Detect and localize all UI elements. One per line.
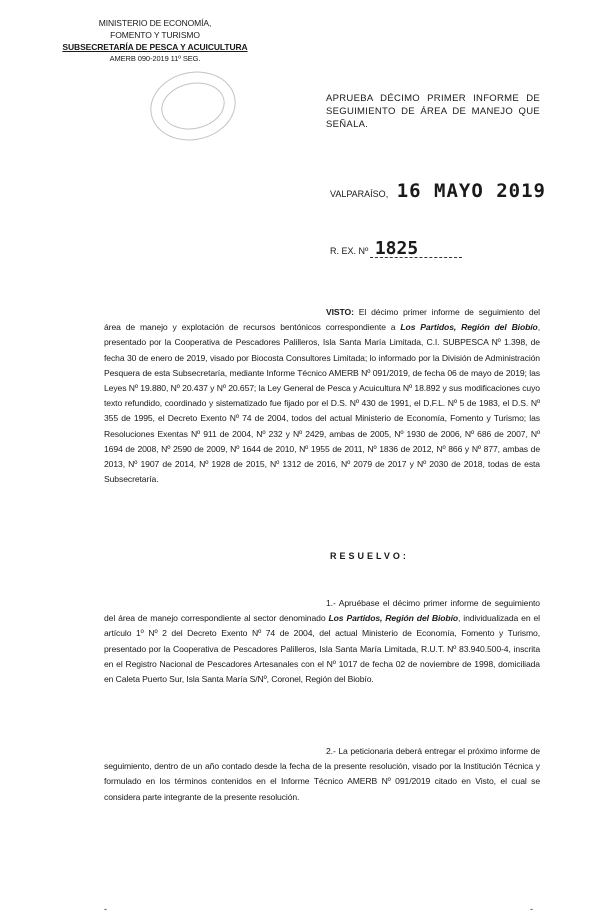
letterhead-ministry: MINISTERIO DE ECONOMÍA, xyxy=(98,18,212,28)
letterhead xyxy=(60,17,250,65)
footer-dash-left: - xyxy=(104,904,107,914)
resolution-number: 1825 xyxy=(374,238,419,259)
date-stamp: 16 MAYO 2019 xyxy=(396,180,546,202)
item1-sector-name: Los Partidos, Región del Biobío xyxy=(328,613,459,624)
official-seal-stamp xyxy=(144,64,242,148)
letterhead-subsecretariat: SUBSECRETARÍA DE PESCA Y ACUICULTURA xyxy=(62,42,248,52)
footer-dash-right: - xyxy=(530,904,533,914)
resolution-item-2: 2.- La peticionaria deberá entregar el próximo informe de seguimiento, dentro de un año contado desde la fecha de la presente resolución, visado por la Institución Técnica y formulado en los términos contenidos en el Informe Técnico AMERB Nº 091/2019 citado en Visto, el cual se considera parte integrante de la presente resolución. xyxy=(104,746,540,802)
letterhead-reference: AMERB 090-2019 11º SEG. xyxy=(109,54,201,63)
resolution-subject: APRUEBA DÉCIMO PRIMER INFORME DE SEGUIMIENTO DE ÁREA DE MANEJO QUE SEÑALA. xyxy=(326,93,540,130)
visto-paragraph: VISTO: El décimo primer informe de seguimiento del área de manejo y explotación de recursos bentónicos correspondiente a Los Partidos, Región del Biobío, presentado por la Cooperativa de Pescadores Palilleros, Isla Santa María Limitada, C.I. SUBPESCA Nº 1.398, de fecha 30 de enero de 2019, visado por Biocosta Consultores Limitada; lo informado por la División de Administración Pesquera de esta Subsecretaría, mediante Informe Técnico AMERB Nº 091/2019, de fecha 06 de mayo de 2019; las Leyes Nº 19.880, Nº 20.437 y Nº 20.657; la Ley General de Pesca y Acuicultura Nº 18.892 y sus modificaciones cuyo texto refundido, coordinado y sistematizado fue fijado por el D.S. Nº 430 de 1991, el D.F.L. Nº 5 de 1983, el D.S. Nº 355 de 1995, el Decreto Exento Nº 74 de 2004, todos del actual Ministerio de Economía, Fomento y Turismo; las Resoluciones Exentas Nº 911 de 2004, Nº 232 y Nº 2429, ambas de 2005, Nº 1930 de 2006, Nº 686 de 2007, Nº 1694 de 2008, Nº 2590 de 2009, Nº 1644 de 2010, Nº 1955 de 2011, Nº 1836 de 2012, Nº 866 y Nº 877, ambas de 2013, Nº 1907 de 2014, Nº 1928 de 2015, Nº 1312 de 2016, Nº 2079 de 2017 y Nº 2030 de 2018, todas de esta Subsecretaría. xyxy=(104,307,540,485)
resolution-number-label: R. EX. Nº xyxy=(330,246,369,256)
date-line xyxy=(330,180,546,202)
resolution-number-line xyxy=(330,238,418,259)
resolution-item-1: 1.- Apruébase el décimo primer informe de seguimiento del área de manejo correspondiente al sector denominado Los Partidos, Región del Biobío, individualizada en el artículo 1º Nº 2 del Decreto Exento Nº 74 de 2004, del actual Ministerio de Economía, Fomento y Turismo, presentado por la Cooperativa de Pescadores Palilleros, Isla Santa María Limitada, R.U.T. Nº 83.940.500-4, inscrita en el Registro Nacional de Pescadores Artesanales con el Nº 1017 de fecha 02 de noviembre de 1998, domiciliada en Caleta Puerto Sur, Isla Santa María S/Nº, Coronel, Región del Biobío. xyxy=(104,598,540,685)
visto-label: VISTO: xyxy=(326,307,354,317)
date-place: VALPARAÍSO, xyxy=(330,189,389,199)
letterhead-ministry-2: FOMENTO Y TURISMO xyxy=(110,30,200,40)
visto-sector-name: Los Partidos, Región del Biobío xyxy=(400,322,538,333)
resuelvo-heading: RESUELVO: xyxy=(330,551,409,561)
